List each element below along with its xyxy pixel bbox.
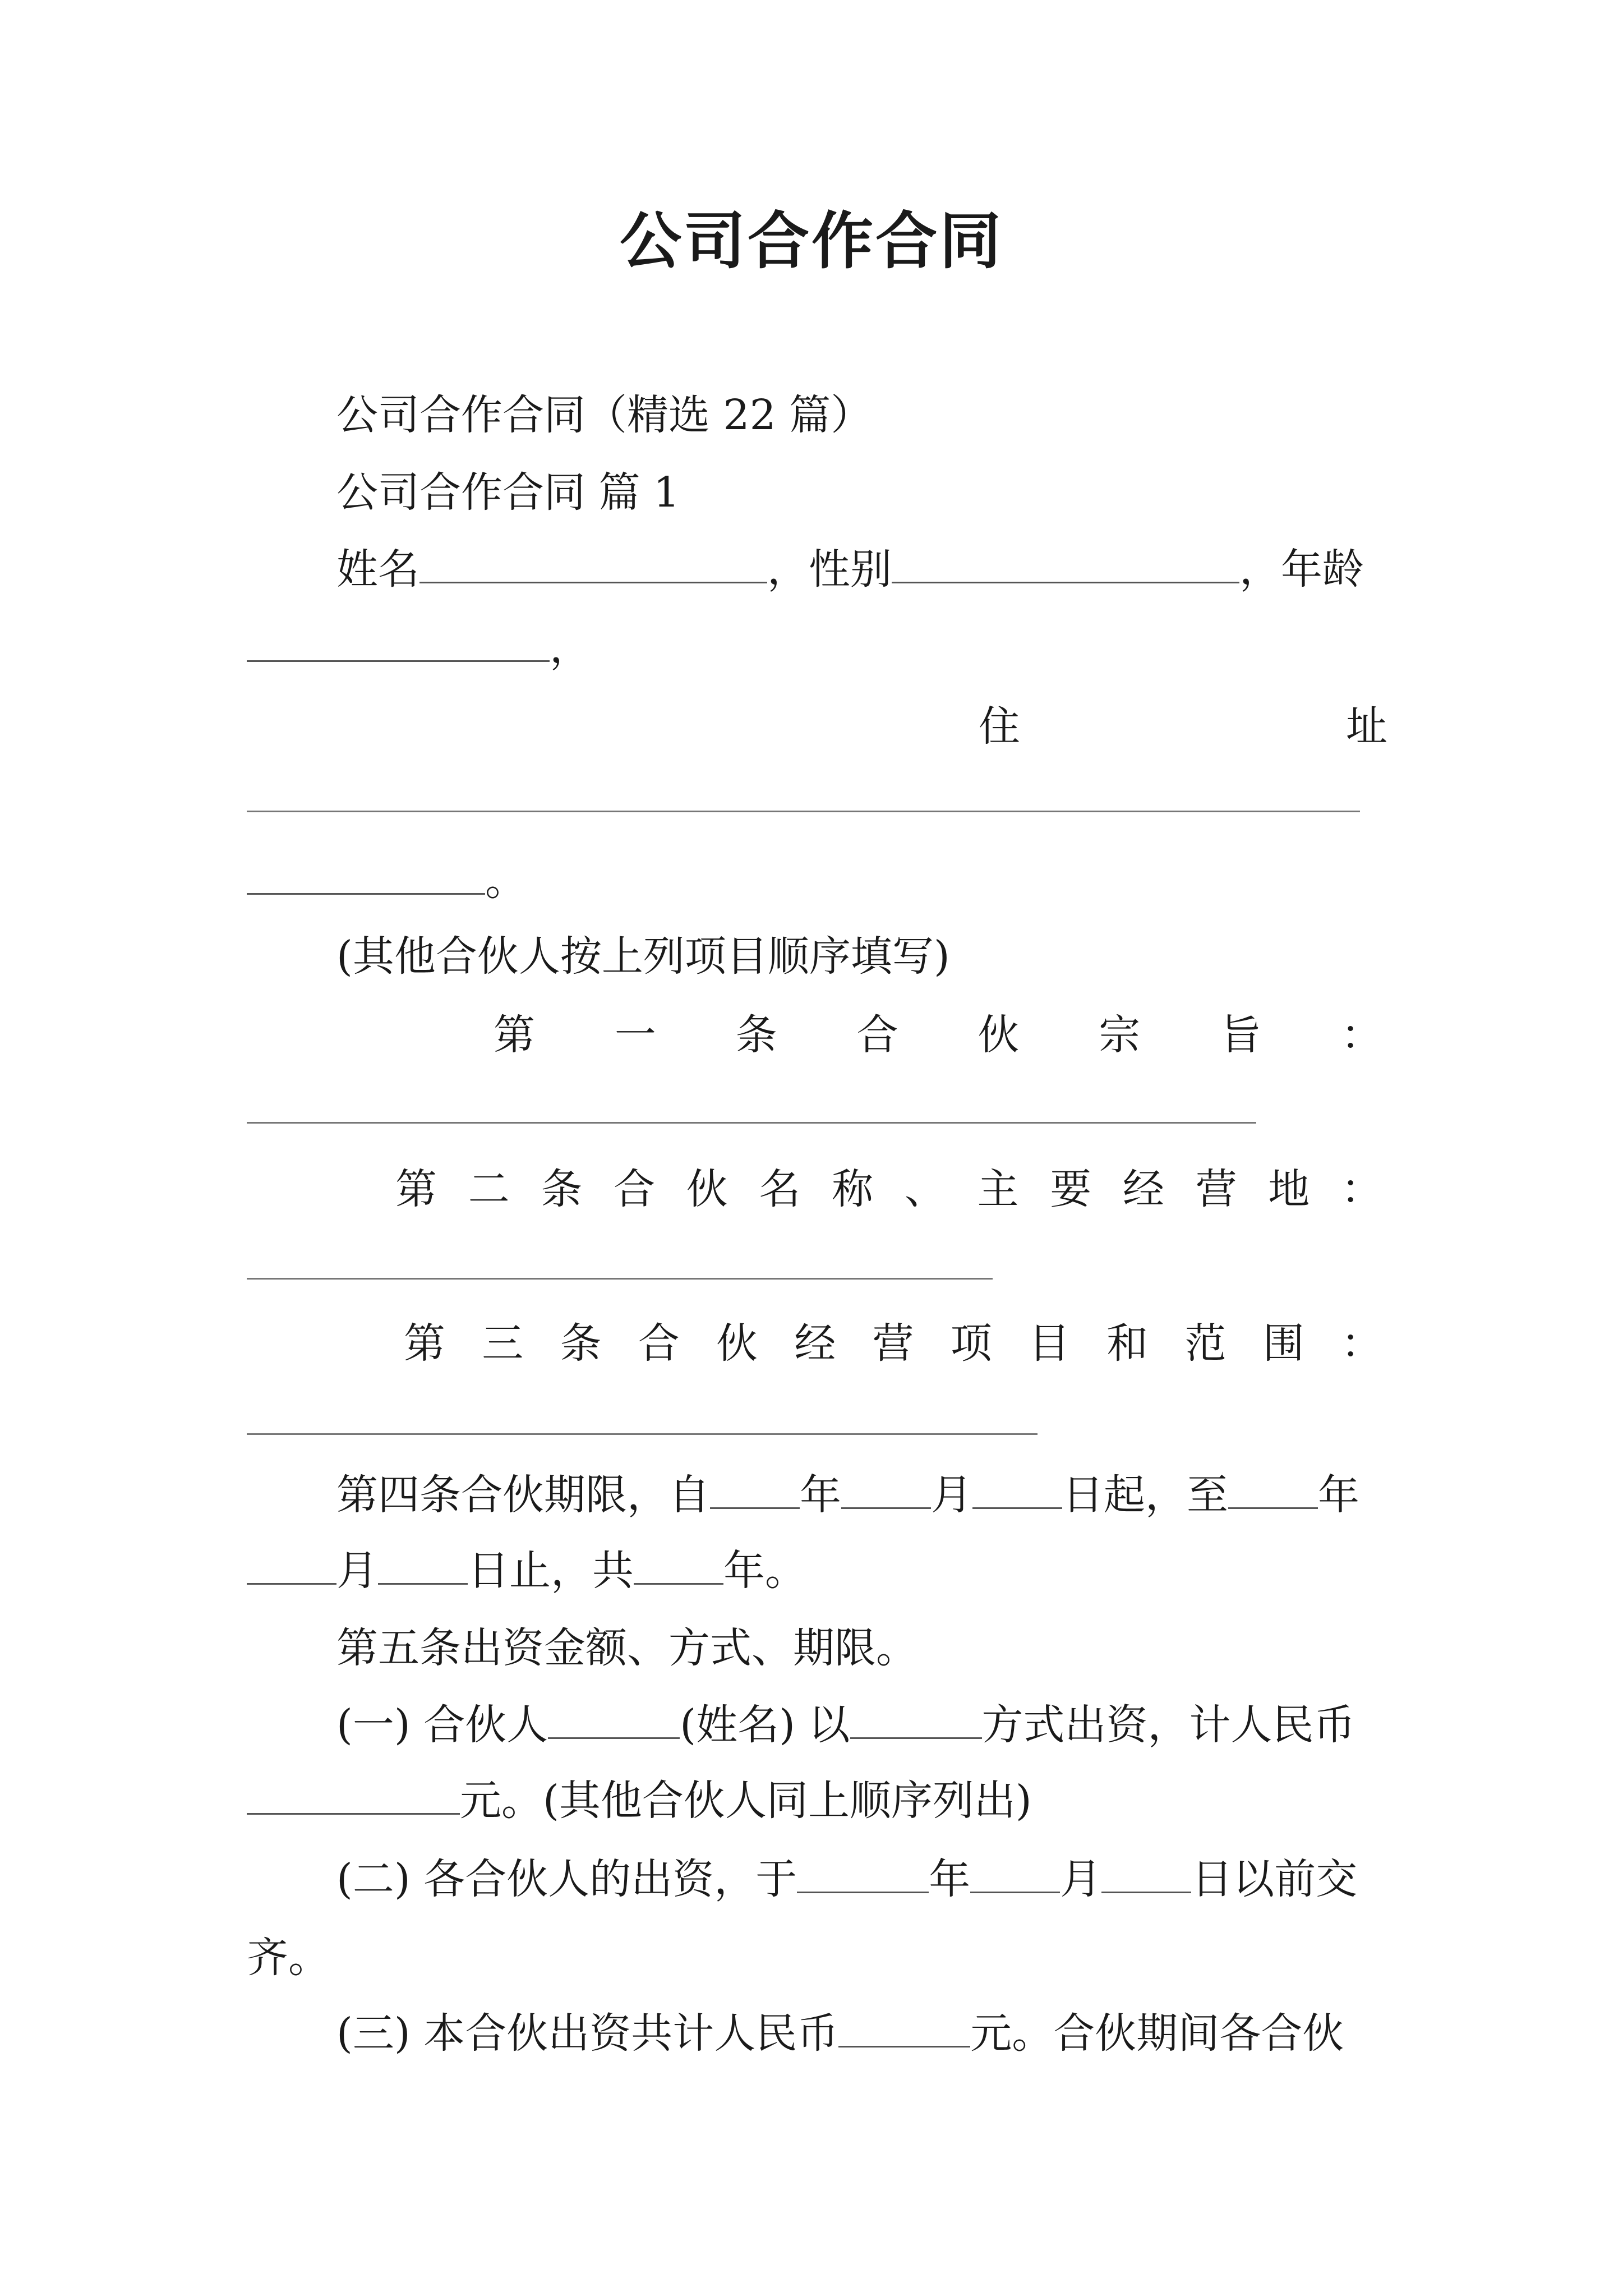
article-3-char: 伙 xyxy=(716,1319,758,1368)
blank xyxy=(548,1700,680,1739)
article-2-heading xyxy=(395,1161,1382,1217)
name-blank xyxy=(419,544,767,583)
article-2-char: 、 xyxy=(904,1165,946,1213)
article-1-char: 条 xyxy=(735,1011,777,1059)
gender-label: ，性别 xyxy=(767,545,892,593)
article-4-text: 日起，至 xyxy=(1062,1471,1228,1519)
document-title: 公司合作合同 xyxy=(620,205,1003,277)
article-3-char: 条 xyxy=(560,1319,602,1368)
article-5-item-2 xyxy=(336,1851,1357,1907)
article-3-char: 和 xyxy=(1106,1319,1149,1368)
blank xyxy=(247,1545,336,1585)
item-text: (一) 合伙人 xyxy=(336,1701,548,1749)
blank xyxy=(972,1470,1062,1509)
article-2-char: 地 xyxy=(1268,1165,1310,1213)
article-1-heading xyxy=(494,1007,1382,1063)
article-2-char: 要 xyxy=(1050,1165,1092,1213)
item-text: 元。(其他合伙人同上顺序列出) xyxy=(460,1777,1032,1825)
blank xyxy=(378,1545,468,1585)
note-text: (其他合伙人按上列项目顺序填写) xyxy=(336,932,950,981)
article-5-item-1 xyxy=(336,1697,1355,1753)
blank xyxy=(710,1470,800,1509)
article-5-heading: 第五条出资金额、方式、期限。 xyxy=(336,1624,917,1672)
age-line xyxy=(247,620,591,676)
article-1-blank-line xyxy=(247,1122,1256,1124)
article-5-item-1-cont xyxy=(247,1773,1032,1829)
blank xyxy=(1101,1854,1191,1893)
blank xyxy=(841,1470,931,1509)
article-2-char: 称 xyxy=(832,1165,874,1213)
article-3-char: 经 xyxy=(794,1319,836,1368)
item-text: (三) 本合伙出资共计人民币 xyxy=(336,2009,839,2058)
article-3-char: 第 xyxy=(404,1319,445,1368)
item-text: (姓名) 以 xyxy=(680,1701,850,1749)
article-3-char: 范 xyxy=(1184,1319,1227,1368)
article-2-char: 名 xyxy=(759,1165,801,1213)
article-1-char: 旨 xyxy=(1220,1011,1262,1059)
article-3-blank-line xyxy=(247,1433,1038,1435)
address-blank-line xyxy=(247,811,1360,812)
section-heading: 公司合作合同 篇 1 xyxy=(336,468,680,517)
item-text: 月 xyxy=(1060,1855,1102,1903)
article-5-item-3 xyxy=(336,2005,1344,2062)
age-label: ，年龄 xyxy=(1239,545,1364,593)
blank xyxy=(247,1775,460,1815)
article-4-text: 日止，共 xyxy=(468,1547,634,1595)
address-blank-2 xyxy=(247,855,485,895)
article-2-char: 经 xyxy=(1122,1165,1164,1213)
article-1-char: 伙 xyxy=(978,1011,1020,1059)
article-4-line-2 xyxy=(247,1543,806,1599)
gender-blank xyxy=(892,544,1239,583)
article-3-heading xyxy=(404,1315,1382,1372)
article-1-char: ： xyxy=(1340,1011,1382,1059)
item-text: 日以前交 xyxy=(1191,1855,1358,1903)
name-label: 姓名 xyxy=(336,545,419,593)
article-2-char: 伙 xyxy=(686,1165,728,1213)
article-5-item-2-cont: 齐。 xyxy=(247,1934,330,1982)
article-3-char: 三 xyxy=(482,1319,524,1368)
article-4-text: 月 xyxy=(931,1471,972,1519)
article-4-text: 年 xyxy=(800,1471,841,1519)
article-4-line-1 xyxy=(336,1467,1359,1523)
subtitle: 公司合作合同（精选 22 篇） xyxy=(336,391,873,439)
blank xyxy=(838,2008,970,2047)
item-text: (二) 各合伙人的出资，于 xyxy=(336,1855,797,1903)
address-char-2: 址 xyxy=(1346,702,1387,751)
item-text: 年 xyxy=(929,1855,971,1903)
article-2-char: 营 xyxy=(1195,1165,1237,1213)
blank xyxy=(1228,1470,1318,1509)
article-2-char: 二 xyxy=(468,1165,510,1213)
article-3-char: 营 xyxy=(872,1319,914,1368)
article-4-text: 第四条合伙期限，自 xyxy=(336,1471,710,1519)
age-blank xyxy=(247,623,550,662)
blank xyxy=(850,1700,982,1739)
article-2-char: 第 xyxy=(395,1165,437,1213)
blank xyxy=(634,1545,723,1585)
article-2-char: 主 xyxy=(977,1165,1019,1213)
article-2-char: 条 xyxy=(541,1165,583,1213)
article-1-char: 合 xyxy=(856,1011,898,1059)
article-4-text: 年 xyxy=(1318,1471,1359,1519)
article-2-char: ： xyxy=(1340,1165,1382,1213)
article-1-char: 第 xyxy=(494,1011,535,1059)
address-char-1: 住 xyxy=(979,702,1020,751)
item-text: 元。合伙期间各合伙 xyxy=(970,2009,1344,2058)
article-3-char: 围 xyxy=(1262,1319,1304,1368)
party-info-line xyxy=(336,541,1364,597)
article-4-text: 月 xyxy=(336,1547,378,1595)
item-text: 方式出资，计人民币 xyxy=(981,1701,1355,1749)
blank xyxy=(797,1854,929,1893)
address-end: 。 xyxy=(485,857,527,905)
article-2-char: 合 xyxy=(614,1165,656,1213)
address-end-line xyxy=(247,853,527,909)
blank xyxy=(970,1854,1060,1893)
article-1-char: 宗 xyxy=(1099,1011,1141,1059)
article-3-char: 目 xyxy=(1029,1319,1070,1368)
article-3-char: 项 xyxy=(950,1319,992,1368)
article-2-blank-line xyxy=(247,1278,993,1280)
article-1-char: 一 xyxy=(614,1011,656,1059)
article-3-char: 合 xyxy=(638,1319,680,1368)
age-end: ， xyxy=(550,624,591,672)
article-3-char: ： xyxy=(1341,1319,1382,1368)
article-4-text: 年。 xyxy=(723,1547,806,1595)
